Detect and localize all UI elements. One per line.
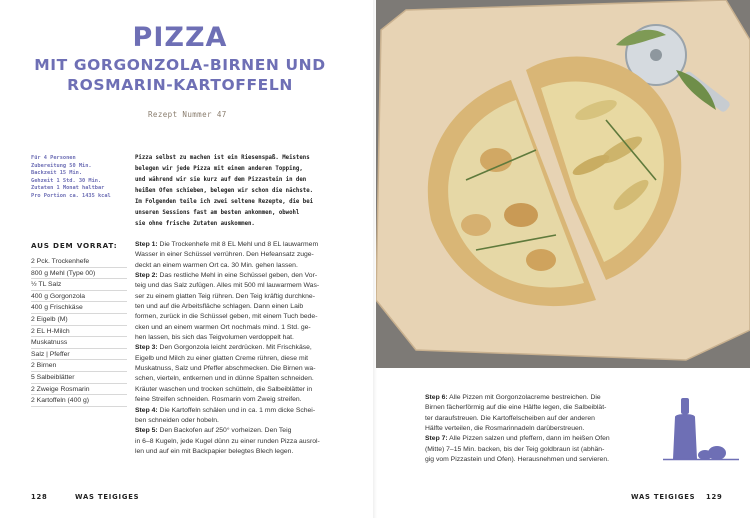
step-text: Die Trockenhefe mit 8 EL Mehl und 8 EL lauwarmem: [157, 241, 319, 248]
step-text: formen, zurück in die Schüssel geben, mit einem Tuch bede-: [135, 313, 318, 321]
chapter-name-left: WAS TEIGIGES: [75, 493, 140, 501]
ingredients-heading: AUS DEM VORRAT:: [31, 241, 118, 250]
steps-right-column: [425, 393, 650, 465]
intro-line: heißen Ofen schieben, belegen wir schon die nächste.: [135, 188, 314, 194]
step-text: Alle Pizzen mit Gorgonzolacreme bestreichen. Die: [447, 394, 601, 401]
step-label: Step 1:: [135, 241, 158, 248]
step-line: [135, 343, 357, 353]
step-line: [135, 364, 357, 374]
step-line: [135, 281, 357, 291]
step-text: Das restliche Mehl in eine Schüssel geben, den Vor-: [157, 272, 318, 280]
ingredient-item: 2 Zweige Rosmarin: [31, 384, 127, 396]
step-text: (Mitte) 7–15 Min. backen, bis der Teig goldbraun ist (abhän-: [425, 445, 605, 453]
step-text: Die Kartoffeln schälen und in ca. 1 mm dicke Schei-: [157, 406, 316, 414]
step-text: Birnen fächerförmig auf die eine Hälfte legen, die Salbeiblät-: [425, 404, 607, 412]
potato-slice: [461, 214, 491, 236]
meta-shelf-life: Zutaten 1 Monat haltbar: [31, 185, 105, 192]
potato-slice: [526, 249, 556, 271]
intro-line: sie ohne frische Zutaten auskommen.: [135, 221, 255, 227]
recipe-subtitle-line-2: ROSMARIN-KARTOFFELN: [67, 76, 293, 94]
step-line: [135, 333, 357, 343]
ingredient-item: 2 Birnen: [31, 360, 127, 372]
step-line: [135, 426, 357, 436]
step-label: Step 2:: [135, 272, 158, 280]
step-text: ter daraufstreuen. Die Kartoffelscheiben auf der anderen: [425, 414, 595, 422]
bottle-icon: [673, 414, 697, 459]
intro-text: [135, 153, 349, 230]
step-text: Den Backofen auf 250° vorheizen. Den Teig: [157, 427, 292, 435]
step-line: [425, 424, 650, 434]
step-label: Step 3:: [135, 344, 158, 352]
meta-bake-time: Backzeit 15 Min.: [31, 170, 83, 177]
step-line: [135, 395, 357, 405]
pizza-cutter-hub: [650, 49, 662, 61]
step-text: Wasser in einer Schüssel verrühren. Den Hefeansatz zuge-: [135, 251, 314, 259]
step-label: Step 7:: [425, 435, 448, 443]
recipe-meta: [31, 155, 131, 201]
intro-line: belegen wir jede Pizza mit einem anderen Topping,: [135, 166, 303, 172]
ingredient-item: Salz | Pfeffer: [31, 349, 127, 361]
step-line: [135, 250, 357, 260]
ingredient-item: 2 Pck. Trockenhefe: [31, 256, 127, 268]
recipe-subtitle-line-1: MIT GORGONZOLA-BIRNEN UND: [34, 56, 326, 74]
step-text: teig und das Salz zufügen. Alles mit 500 ml lauwarmem Was-: [135, 282, 320, 290]
step-line: [135, 406, 357, 416]
step-text: in 6–8 Kugeln, jede Kugel dünn zu einer runden Pizza ausrol-: [135, 437, 320, 445]
step-line: [135, 354, 357, 364]
step-text: ser zu einem glatten Teig rühren. Den Teig kräftig durchkne-: [135, 292, 315, 300]
step-line: [135, 437, 357, 447]
step-line: [135, 323, 357, 333]
step-text: deckt an einem warmen Ort ca. 30 Min. gehen lassen.: [135, 261, 298, 269]
ingredient-item: 400 g Gorgonzola: [31, 291, 127, 303]
ingredient-item: 2 Eigelb (M): [31, 314, 127, 326]
meta-prep-time: Zubereitung 50 Min.: [31, 162, 92, 169]
intro-line: Pizza selbst zu machen ist ein Riesenspaß. Meistens: [135, 155, 310, 161]
step-label: Step 4:: [135, 406, 158, 414]
step-text: hen lassen, bis sich das Teigvolumen verdoppelt hat.: [135, 334, 294, 342]
step-text: cken und an einem warmen Ort nochmals mind. 1 Std. ge-: [135, 323, 311, 331]
step-line: [135, 240, 357, 250]
potato-slice: [504, 203, 538, 227]
step-text: gig vom Pizzastein und Ofen). Herausnehmen und servieren.: [425, 456, 609, 464]
step-line: [135, 312, 357, 322]
meta-servings: Für 4 Personen: [31, 155, 76, 161]
garlic-clove-icon: [698, 450, 712, 460]
step-line: [135, 447, 357, 457]
meta-rise-time: Gehzeit 1 Std. 30 Min.: [31, 177, 102, 184]
step-line: [425, 455, 650, 465]
step-text: Alle Pizzen salzen und pfeffern, dann im heißen Ofen: [447, 435, 610, 443]
step-text: Den Gorgonzola leicht zerdrücken. Mit Frischkäse,: [157, 344, 312, 352]
ingredient-item: ½ TL Salz: [31, 279, 127, 291]
step-line: [135, 374, 357, 384]
step-text: Kräuter waschen und trocken schütteln, die Salbeiblätter in: [135, 385, 313, 393]
step-line: [135, 416, 357, 426]
page-number-left: 128: [31, 493, 48, 501]
step-line: [135, 302, 357, 312]
recipe-number: Rezept Nummer 47: [148, 110, 227, 119]
step-line: [425, 445, 650, 455]
bottle-neck: [681, 398, 689, 414]
bottle-and-garlic-illustration: [663, 395, 739, 463]
chapter-name-right: WAS TEIGIGES: [631, 493, 696, 501]
step-line: [425, 434, 650, 444]
potato-slice: [480, 148, 512, 172]
step-line: [425, 403, 650, 413]
step-label: Step 6:: [425, 394, 448, 401]
ingredient-item: 5 Salbeiblätter: [31, 372, 127, 384]
intro-line: und während wir sie kurz auf dem Pizzastein in den: [135, 177, 307, 183]
step-text: ten und auf die Arbeitsfläche schlagen. Dann einen Laib: [135, 303, 304, 311]
step-text: Muskatnuss, Salz und Pfeffer abschmecken. Die Birnen wa-: [135, 365, 316, 373]
pizza-photo: [376, 0, 750, 368]
step-text: schen, vierteln, entkernen und in dünne Spalten schneiden.: [135, 375, 314, 383]
step-line: [425, 414, 650, 424]
step-text: feine Streifen schneiden. Rosmarin vom Zweig streifen.: [135, 396, 302, 404]
ingredient-item: 2 EL H-Milch: [31, 326, 127, 338]
ingredient-item: Muskatnuss: [31, 337, 127, 349]
steps-left-column: [135, 240, 357, 457]
step-text: Hälfte verteilen, die Rosmarinnadeln darüberstreuen.: [425, 425, 585, 433]
intro-line: Im Folgenden teile ich zwei seltene Rezepte, die bei: [135, 199, 314, 205]
step-line: [425, 393, 650, 403]
step-line: [135, 271, 357, 281]
page-number-right: 129: [706, 493, 723, 501]
ingredient-item: 2 Kartoffeln (400 g): [31, 395, 127, 407]
ingredient-item: 400 g Frischkäse: [31, 302, 127, 314]
step-line: [135, 261, 357, 271]
step-line: [135, 385, 357, 395]
recipe-title: PIZZA: [132, 22, 228, 53]
ingredients-list: [31, 256, 127, 407]
step-text: Eigelb und Milch zu einer glatten Creme rühren, diese mit: [135, 354, 309, 362]
ingredient-item: 800 g Mehl (Type 00): [31, 268, 127, 280]
intro-line: unseren Sessions fast am besten ankommen, obwohl: [135, 210, 300, 216]
step-text: len und auf ein mit Backpapier belegtes Blech legen.: [135, 447, 294, 455]
meta-calories: Pro Portion ca. 1435 kcal: [31, 192, 111, 199]
step-line: [135, 292, 357, 302]
step-text: ben schneiden oder hobeln.: [135, 416, 219, 424]
step-label: Step 5:: [135, 427, 158, 435]
